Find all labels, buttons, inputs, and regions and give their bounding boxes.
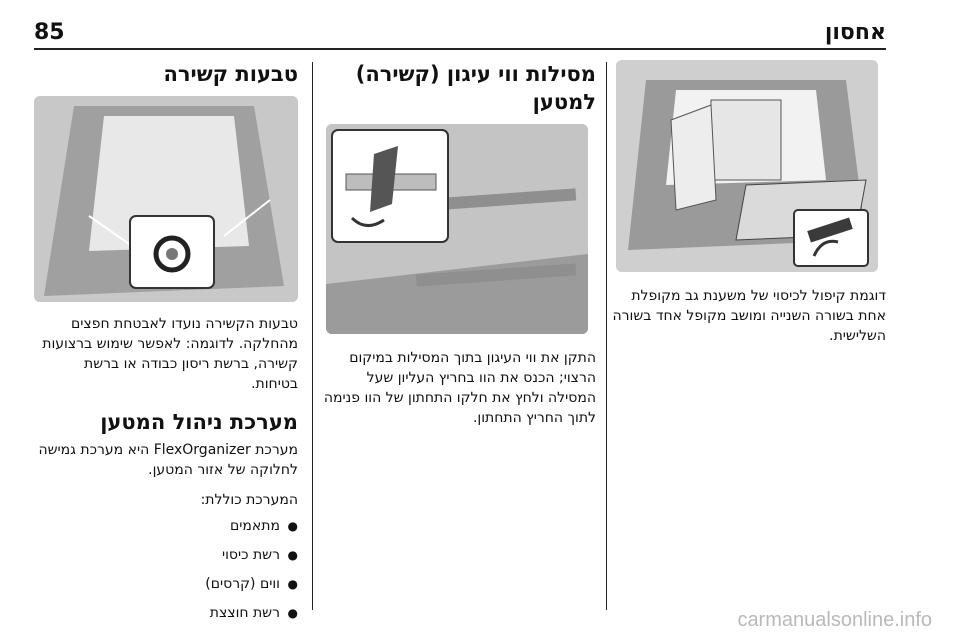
figure-anchor-rails <box>326 124 588 334</box>
anchor-rails-illustration <box>326 124 588 334</box>
page-header <box>34 18 886 50</box>
anchor-rails-title: מסילות ווי עיגון (קשירה) למטען <box>355 62 596 114</box>
cargo-system-title: מערכת ניהול המטען <box>100 410 298 434</box>
seat-fold-illustration <box>616 60 878 272</box>
list-item: ● ווים (קרסים) <box>34 574 298 594</box>
cargo-system-list-intro: המערכת כוללת: <box>200 492 298 508</box>
anchor-rails-body: התקן את ווי העיגון בתוך המסילות במיקום הרצוי; הכנס את הוו בחריץ העליון שעל המסילה ולחץ את חלקו התחתון של הוו פנימה לתוך החריץ התחתון. <box>323 350 596 426</box>
cargo-system-body: מערכת FlexOrganizer היא מערכת גמישה לחלוקה של אזור המטען. <box>38 442 298 478</box>
page-number: 85 <box>34 20 65 45</box>
lashing-eyes-title: טבעות קשירה <box>163 62 298 86</box>
list-item: ● רשת חוצצת <box>34 603 298 623</box>
lashing-eyes-body: טבעות הקשירה נועדו לאבטחת חפצים מהחלקה. לדוגמה: לאפשר שימוש ברצועות קשירה, ברשת ריסון כבודה או ברשת בטיחות. <box>42 316 298 392</box>
section-title: אחסון <box>824 20 886 45</box>
cargo-system-list <box>34 516 298 623</box>
watermark: carmanualsonline.info <box>737 609 932 631</box>
figure-seat-fold <box>616 60 878 272</box>
column-lashing-eyes <box>34 60 298 632</box>
lashing-eyes-illustration <box>34 96 298 302</box>
seat-fold-caption: דוגמת קיפול לכיסוי של משענת גב מקופלת אחת בשורה השנייה ומושב מקופל אחד בשורה השלישית. <box>612 288 886 344</box>
column-anchor-rails <box>318 60 596 428</box>
column-divider <box>312 62 313 610</box>
figure-lashing-eyes <box>34 96 298 302</box>
list-item: ● רשת כיסוי <box>34 545 298 565</box>
column-seat-fold <box>608 60 886 346</box>
list-item: ● מתאמים <box>34 516 298 536</box>
column-divider <box>606 62 607 610</box>
